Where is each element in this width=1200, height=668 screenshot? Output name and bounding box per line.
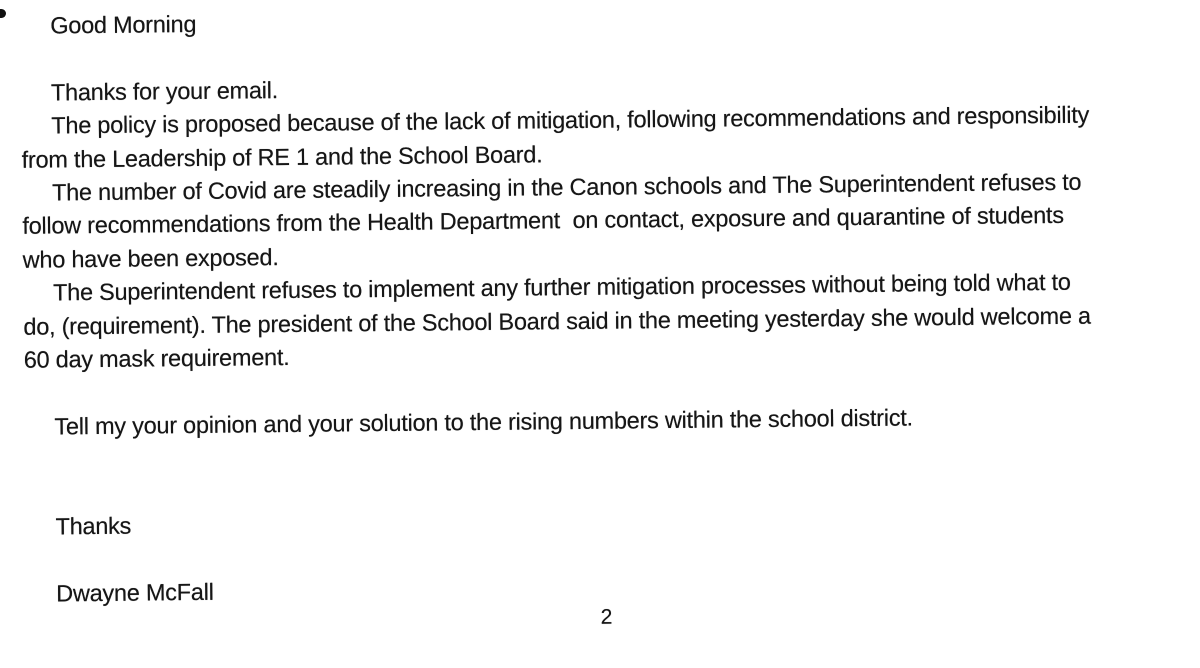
email-text-line: Good Morning xyxy=(50,10,197,39)
email-text-line: Thanks xyxy=(55,512,132,540)
email-text-line: Tell my your opinion and your solution to the rising numbers within the school district. xyxy=(54,404,913,440)
email-text-line: Dwayne McFall xyxy=(56,578,214,607)
email-text-line: Thanks for your email. xyxy=(50,76,279,106)
page-number: 2 xyxy=(600,605,613,629)
email-text-line: The number of Covid are steadily increasing in the Canon schools and The Superintendent refuses to xyxy=(51,168,1082,206)
email-text-line: from the Leadership of RE 1 and the School Board. xyxy=(21,140,543,173)
email-text-line: follow recommendations from the Health Department on contact, exposure and quarantine of students xyxy=(22,202,1064,240)
email-text-line: do, (requirement). The president of the School Board said in the meeting yesterday she would welcome a xyxy=(23,302,1091,340)
email-text-line: The policy is proposed because of the lack of mitigation, following recommendations and responsibility xyxy=(51,101,1090,139)
email-text-line: 60 day mask requirement. xyxy=(23,343,290,373)
email-text-line: who have been exposed. xyxy=(22,243,279,273)
email-text-line: The Superintendent refuses to implement any further mitigation processes without being told what to xyxy=(52,268,1071,306)
